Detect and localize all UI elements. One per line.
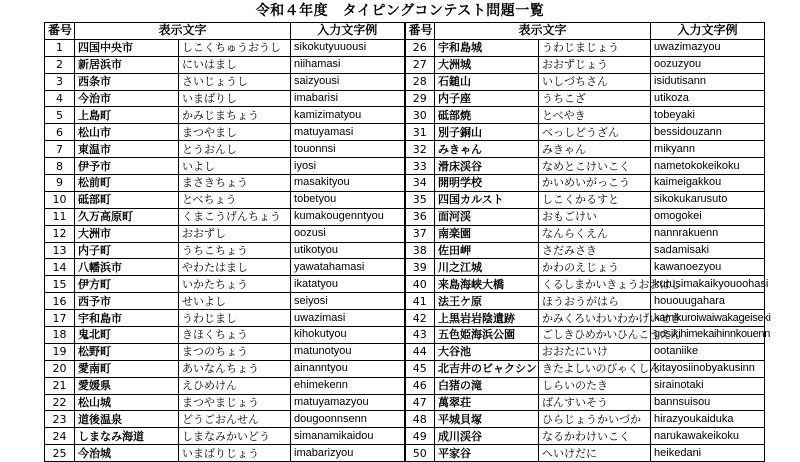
input-example: kamizimatyou [291, 107, 405, 124]
display-kana: うちこちょう [179, 242, 291, 259]
row-number: 8 [45, 158, 75, 175]
input-example: ehimekenn [291, 377, 405, 394]
row-number: 4 [45, 90, 75, 107]
row-number: 22 [45, 394, 75, 411]
input-example-right: kitayosiinobyakusinn [651, 360, 765, 377]
display-kana: うわじまし [179, 310, 291, 327]
display-kanji-right: 川之江城 [435, 259, 539, 276]
input-example-right: oozuzyou [651, 56, 765, 73]
input-example-right: heikedani [651, 445, 765, 462]
display-kanji: 西予市 [75, 293, 179, 310]
table-row [45, 394, 765, 411]
table-row [45, 327, 765, 344]
display-kanji: 東温市 [75, 141, 179, 158]
row-number-right: 28 [405, 73, 435, 90]
row-number: 7 [45, 141, 75, 158]
display-kana: いかたちょう [179, 276, 291, 293]
row-number: 10 [45, 191, 75, 208]
input-example-right: hirazyoukaiduka [651, 411, 765, 428]
input-example: imabarizyou [291, 445, 405, 462]
display-kanji-right: 宇和島城 [435, 39, 539, 56]
input-example: utikotyou [291, 242, 405, 259]
display-kanji: 松前町 [75, 175, 179, 192]
input-example: saizyousi [291, 73, 405, 90]
row-number-right: 26 [405, 39, 435, 56]
display-kana: にいはまし [179, 56, 291, 73]
row-number: 9 [45, 175, 75, 192]
input-example: matunotyou [291, 343, 405, 360]
display-kana: さいじょうし [179, 73, 291, 90]
input-example-right: nannrakuenn [651, 225, 765, 242]
row-number-right: 34 [405, 175, 435, 192]
display-kana-right: しらいのたき [539, 377, 651, 394]
display-kana-right: とべやき [539, 107, 651, 124]
display-kana-right: なんらくえん [539, 225, 651, 242]
input-example: kihokutyou [291, 327, 405, 344]
table-row [45, 377, 765, 394]
display-kanji: 上島町 [75, 107, 179, 124]
display-kanji: 八幡浜市 [75, 259, 179, 276]
display-kana: きほくちょう [179, 327, 291, 344]
display-kanji-right: 成川渓谷 [435, 428, 539, 445]
display-kanji: 今治市 [75, 90, 179, 107]
display-kanji-right: 法王ケ原 [435, 293, 539, 310]
input-example-right: tobeyaki [651, 107, 765, 124]
display-kana: せいよし [179, 293, 291, 310]
input-example-right: utikoza [651, 90, 765, 107]
display-kanji-right: 石鎚山 [435, 73, 539, 90]
table-row [45, 141, 765, 158]
header-input-example-right: 入力文字例 [651, 23, 765, 40]
table-row [45, 445, 765, 462]
row-number-right: 48 [405, 411, 435, 428]
display-kanji: 宇和島市 [75, 310, 179, 327]
row-number-right: 30 [405, 107, 435, 124]
display-kanji: 伊予市 [75, 158, 179, 175]
display-kanji: 内子町 [75, 242, 179, 259]
display-kanji: 愛媛県 [75, 377, 179, 394]
display-kana-right: かいめいがっこう [539, 175, 651, 192]
display-kanji-right: 別子銅山 [435, 124, 539, 141]
display-kana: しまなみかいどう [179, 428, 291, 445]
display-kanji-right: 五色姫海浜公園 [435, 327, 539, 344]
row-number-right: 43 [405, 327, 435, 344]
input-example: dougoonnsenn [291, 411, 405, 428]
row-number-right: 35 [405, 191, 435, 208]
row-number-right: 27 [405, 56, 435, 73]
input-example-right: isidutisann [651, 73, 765, 90]
display-kana-right: しこくかるすと [539, 191, 651, 208]
row-number-right: 50 [405, 445, 435, 462]
input-example-right: gosikihimekaihinnkouenn [651, 327, 765, 344]
display-kana-right: くるしまかいきょうおおはし [539, 276, 651, 293]
header-display-text-right: 表示文字 [435, 23, 651, 40]
display-kana-right: ひらじょうかいづか [539, 411, 651, 428]
row-number: 15 [45, 276, 75, 293]
input-example-right: sadamisaki [651, 242, 765, 259]
display-kanji: 愛南町 [75, 360, 179, 377]
display-kana-right: へいけだに [539, 445, 651, 462]
input-example: simanamikaidou [291, 428, 405, 445]
display-kana: しこくちゅうおうし [179, 39, 291, 56]
display-kana: くまこうげんちょう [179, 208, 291, 225]
table-row [45, 310, 765, 327]
table-row [45, 242, 765, 259]
input-example: ainanntyou [291, 360, 405, 377]
display-kana-right: なるかわけいこく [539, 428, 651, 445]
row-number: 5 [45, 107, 75, 124]
header-row [45, 23, 765, 40]
table-row [45, 360, 765, 377]
input-example-right: bannsuisou [651, 394, 765, 411]
header-number: 番号 [45, 23, 75, 40]
display-kana: えひめけん [179, 377, 291, 394]
display-kanji: 松野町 [75, 343, 179, 360]
display-kana-right: かわのえじょう [539, 259, 651, 276]
table-row [45, 158, 765, 175]
input-example: uwazimasi [291, 310, 405, 327]
display-kanji-right: 大洲城 [435, 56, 539, 73]
input-example-right: nametokokeikoku [651, 158, 765, 175]
display-kana: まつやまし [179, 124, 291, 141]
input-example: tobetyou [291, 191, 405, 208]
display-kanji-right: 大谷池 [435, 343, 539, 360]
display-kana-right: さだみさき [539, 242, 651, 259]
row-number-right: 44 [405, 343, 435, 360]
row-number: 18 [45, 327, 75, 344]
display-kana-right: なめとこけいこく [539, 158, 651, 175]
input-example-right: mikyann [651, 141, 765, 158]
display-kana-right: ごしきひめかいひんこうえん [539, 327, 651, 344]
table-row [45, 56, 765, 73]
row-number: 6 [45, 124, 75, 141]
display-kanji-right: 平城貝塚 [435, 411, 539, 428]
display-kana-right: ほうおうがはら [539, 293, 651, 310]
display-kanji: 久万高原町 [75, 208, 179, 225]
header-input-example: 入力文字例 [291, 23, 405, 40]
input-example-right: sirainotaki [651, 377, 765, 394]
display-kana: いよし [179, 158, 291, 175]
row-number-right: 31 [405, 124, 435, 141]
input-example-right: omogokei [651, 208, 765, 225]
input-example: touonnsi [291, 141, 405, 158]
input-example-right: kaimeigakkou [651, 175, 765, 192]
display-kana-right: おもごけい [539, 208, 651, 225]
page-title: 令和４年度 タイピングコンテスト問題一覧 [255, 3, 545, 19]
problem-table [44, 22, 771, 462]
display-kana-right: うちこざ [539, 90, 651, 107]
header-display-text: 表示文字 [75, 23, 291, 40]
row-number: 3 [45, 73, 75, 90]
input-example-right: narukawakeikoku [651, 428, 765, 445]
row-number: 17 [45, 310, 75, 327]
display-kanji-right: 内子座 [435, 90, 539, 107]
table-row [45, 293, 765, 310]
display-kana: いまばりじょう [179, 445, 291, 462]
display-kanji-right: 上黒岩岩陰遺跡 [435, 310, 539, 327]
row-number: 20 [45, 360, 75, 377]
table-row [45, 411, 765, 428]
display-kana-right: みきゃん [539, 141, 651, 158]
input-example-right: uwazimazyou [651, 39, 765, 56]
display-kana: まさきちょう [179, 175, 291, 192]
display-kana: やわたはまし [179, 259, 291, 276]
input-example: imabarisi [291, 90, 405, 107]
input-example-right: kurusimakaikyouoohasi [651, 276, 765, 293]
table-row [45, 124, 765, 141]
display-kana-right: おおたにいけ [539, 343, 651, 360]
display-kanji: 砥部町 [75, 191, 179, 208]
row-number: 11 [45, 208, 75, 225]
header-number-right: 番号 [405, 23, 435, 40]
display-kanji-right: 平家谷 [435, 445, 539, 462]
row-number-right: 40 [405, 276, 435, 293]
display-kanji: 鬼北町 [75, 327, 179, 344]
display-kanji: 今治城 [75, 445, 179, 462]
input-example-right: kawanoezyou [651, 259, 765, 276]
row-number: 21 [45, 377, 75, 394]
input-example: iyosi [291, 158, 405, 175]
display-kanji-right: 来島海峡大橋 [435, 276, 539, 293]
input-example: matuyamasi [291, 124, 405, 141]
display-kana: とべちょう [179, 191, 291, 208]
row-number-right: 39 [405, 259, 435, 276]
display-kana: まつのちょう [179, 343, 291, 360]
row-number: 24 [45, 428, 75, 445]
table-row [45, 107, 765, 124]
input-example: oozusi [291, 225, 405, 242]
input-example: ikatatyou [291, 276, 405, 293]
row-number-right: 37 [405, 225, 435, 242]
input-example: kumakougenntyou [291, 208, 405, 225]
row-number-right: 36 [405, 208, 435, 225]
display-kana: おおずし [179, 225, 291, 242]
display-kana-right: べっしどうざん [539, 124, 651, 141]
input-example-right: kamikuroiwaiwakageiseki [651, 310, 765, 327]
input-example: masakityou [291, 175, 405, 192]
display-kanji-right: 面河渓 [435, 208, 539, 225]
row-number: 1 [45, 39, 75, 56]
display-kana: とうおんし [179, 141, 291, 158]
display-kana-right: うわじまじょう [539, 39, 651, 56]
row-number-right: 33 [405, 158, 435, 175]
display-kana-right: かみくろいわいわかげいせき [539, 310, 651, 327]
display-kanji-right: 四国カルスト [435, 191, 539, 208]
table-row [45, 225, 765, 242]
row-number: 2 [45, 56, 75, 73]
table-row [45, 39, 765, 56]
row-number: 14 [45, 259, 75, 276]
display-kana-right: ばんすいそう [539, 394, 651, 411]
display-kanji: しまなみ海道 [75, 428, 179, 445]
row-number-right: 29 [405, 90, 435, 107]
row-number: 19 [45, 343, 75, 360]
input-example: matuyamazyou [291, 394, 405, 411]
display-kanji-right: 開明学校 [435, 175, 539, 192]
row-number-right: 41 [405, 293, 435, 310]
row-number: 25 [45, 445, 75, 462]
table-row [45, 343, 765, 360]
display-kana-right: いしづちさん [539, 73, 651, 90]
display-kanji: 新居浜市 [75, 56, 179, 73]
display-kanji-right: 北吉井のビャクシン [435, 360, 539, 377]
row-number: 16 [45, 293, 75, 310]
display-kanji-right: 南楽園 [435, 225, 539, 242]
table-row [45, 428, 765, 445]
display-kanji: 松山城 [75, 394, 179, 411]
display-kanji: 伊方町 [75, 276, 179, 293]
input-example: yawatahamasi [291, 259, 405, 276]
row-number: 12 [45, 225, 75, 242]
table-row [45, 208, 765, 225]
input-example-right: bessidouzann [651, 124, 765, 141]
display-kanji-right: 佐田岬 [435, 242, 539, 259]
table-row [45, 175, 765, 192]
display-kana: いまばりし [179, 90, 291, 107]
input-example-right: sikokukarusuto [651, 191, 765, 208]
row-number: 13 [45, 242, 75, 259]
row-number-right: 32 [405, 141, 435, 158]
input-example-right: hououugahara [651, 293, 765, 310]
display-kana: どうごおんせん [179, 411, 291, 428]
display-kanji: 西条市 [75, 73, 179, 90]
display-kanji: 大洲市 [75, 225, 179, 242]
display-kana-right: おおずじょう [539, 56, 651, 73]
display-kana: かみじまちょう [179, 107, 291, 124]
input-example: sikokutyuuousi [291, 39, 405, 56]
display-kanji-right: みきゃん [435, 141, 539, 158]
table-row [45, 90, 765, 107]
input-example: seiyosi [291, 293, 405, 310]
table-row [45, 276, 765, 293]
table-row [45, 73, 765, 90]
display-kana: まつやまじょう [179, 394, 291, 411]
row-number: 23 [45, 411, 75, 428]
row-number-right: 46 [405, 377, 435, 394]
row-number-right: 38 [405, 242, 435, 259]
display-kana-right: きたよしいのびゃくしん [539, 360, 651, 377]
display-kanji: 松山市 [75, 124, 179, 141]
row-number-right: 45 [405, 360, 435, 377]
display-kanji: 四国中央市 [75, 39, 179, 56]
row-number-right: 47 [405, 394, 435, 411]
display-kana: あいなんちょう [179, 360, 291, 377]
table-row [45, 259, 765, 276]
display-kanji-right: 砥部焼 [435, 107, 539, 124]
input-example-right: ootaniike [651, 343, 765, 360]
display-kanji: 道後温泉 [75, 411, 179, 428]
table-row [45, 191, 765, 208]
display-kanji-right: 白猪の滝 [435, 377, 539, 394]
row-number-right: 49 [405, 428, 435, 445]
display-kanji-right: 滑床渓谷 [435, 158, 539, 175]
row-number-right: 42 [405, 310, 435, 327]
display-kanji-right: 萬翠荘 [435, 394, 539, 411]
input-example: niihamasi [291, 56, 405, 73]
